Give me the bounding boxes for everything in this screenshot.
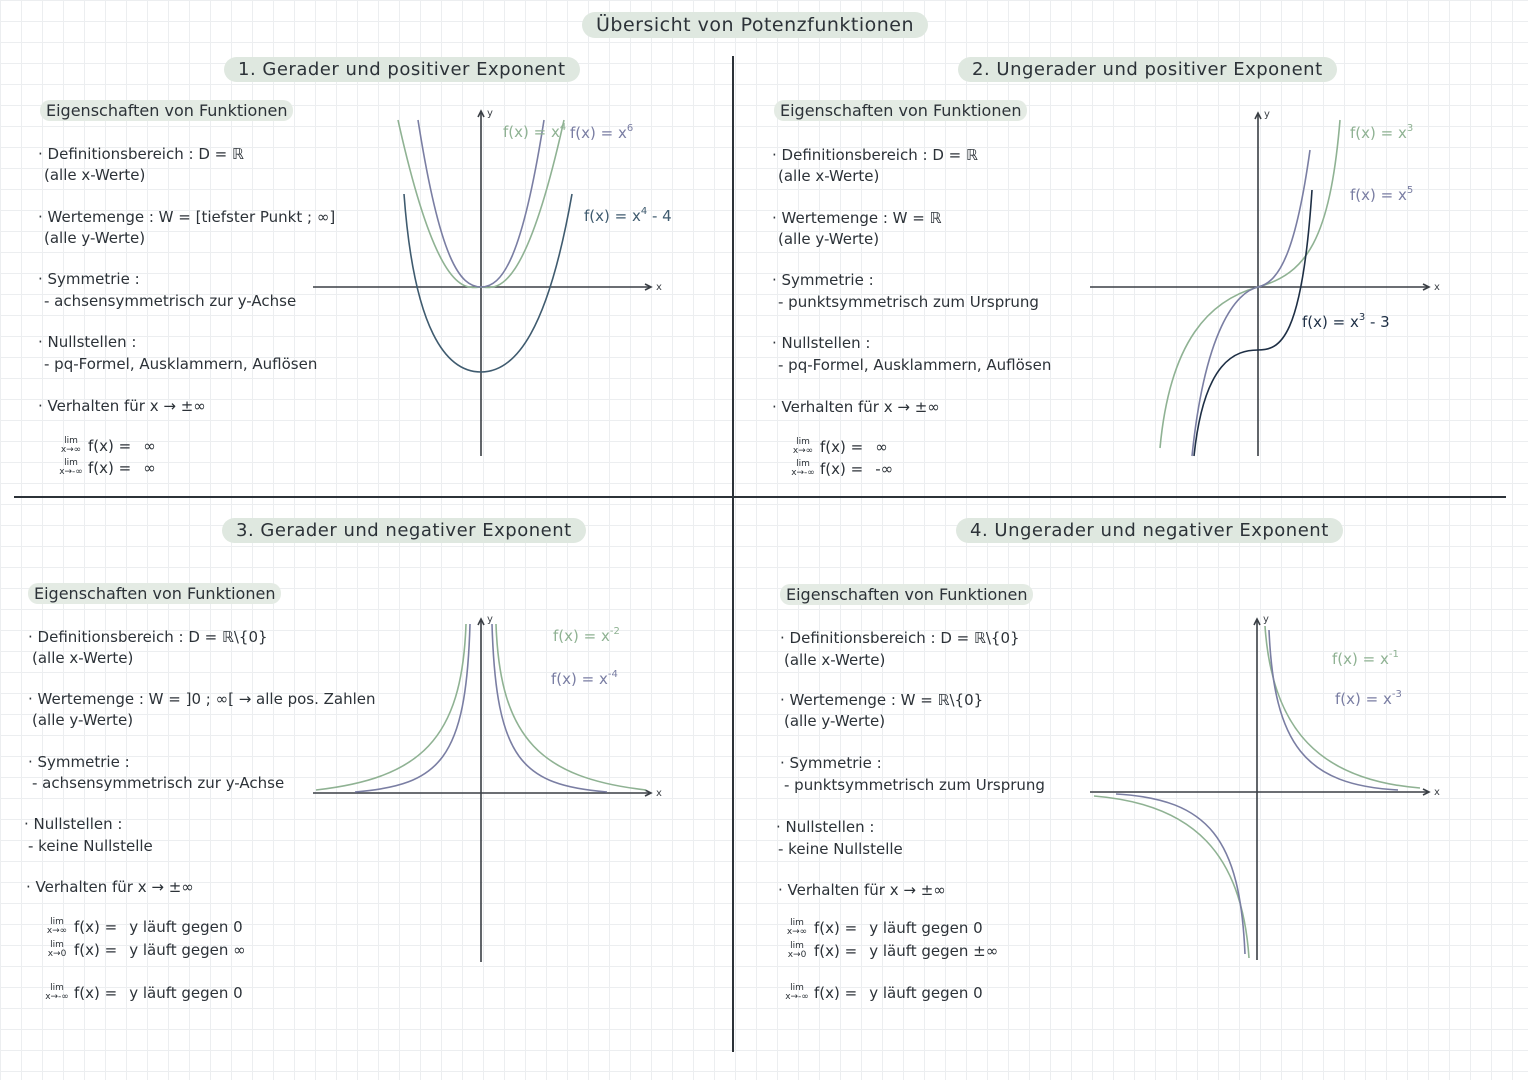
label-base: f(x) = x xyxy=(1350,186,1407,204)
y-axis-label: y xyxy=(1263,614,1269,625)
label-exp: -4 xyxy=(607,669,618,680)
q4-behavior: · Verhalten für x → ±∞ xyxy=(778,881,946,899)
q1-subheading: Eigenschaften von Funktionen xyxy=(40,100,293,121)
label-exp: 3 xyxy=(1406,123,1414,134)
page-title: Übersicht von Potenzfunktionen xyxy=(582,12,928,38)
label-x-minus3 xyxy=(1335,689,1402,708)
q3-heading: 3. Gerader und negativer Exponent xyxy=(222,518,586,543)
label-base: f(x) = x xyxy=(1335,690,1392,708)
lim-result: ∞ xyxy=(875,437,888,456)
label-exp: -2 xyxy=(609,626,620,637)
q2-heading: 2. Ungerader und positiver Exponent xyxy=(958,57,1337,82)
lim-sub: x→∞ xyxy=(46,925,68,936)
label-base: f(x) = x xyxy=(1332,650,1389,668)
q3-zeros: · Nullstellen : xyxy=(24,815,123,833)
q1-zeros: · Nullstellen : xyxy=(38,333,137,351)
lim-expr: f(x) = xyxy=(88,458,132,477)
q4-heading: 4. Ungerader und negativer Exponent xyxy=(956,518,1343,543)
q4-subheading: Eigenschaften von Funktionen xyxy=(780,584,1033,605)
q2-symmetry: · Symmetrie : xyxy=(772,271,874,289)
lim-expr: f(x) = xyxy=(820,459,864,478)
lim-word: lim xyxy=(64,457,78,468)
q3-range-note: (alle y-Werte) xyxy=(32,711,134,729)
label-exp: 6 xyxy=(626,123,634,134)
label-exp: 4 xyxy=(640,206,648,217)
x-axis-label: x xyxy=(656,282,662,293)
lim-word: lim xyxy=(790,982,804,993)
lim-result: y läuft gegen 0 xyxy=(129,983,243,1002)
q1-zeros-detail: - pq-Formel, Ausklammern, Auflösen xyxy=(44,355,318,373)
lim-expr: f(x) = xyxy=(814,983,858,1002)
label-exp: -1 xyxy=(1388,649,1399,660)
curve-x-minus1-left xyxy=(1094,796,1249,958)
lim-sub: x→∞ xyxy=(786,926,808,937)
lim-sub: x→∞ xyxy=(792,445,814,456)
lim-sub: x→0 xyxy=(47,948,67,959)
q4-zeros: · Nullstellen : xyxy=(776,818,875,836)
lim-expr: f(x) = xyxy=(74,940,118,959)
q4-zeros-detail: - keine Nullstelle xyxy=(778,840,903,858)
q2-subheading: Eigenschaften von Funktionen xyxy=(774,100,1027,121)
lim-word: lim xyxy=(64,435,78,446)
x-axis-label: x xyxy=(656,788,662,799)
lim-sub: x→-∞ xyxy=(45,991,69,1002)
lim-sub: x→∞ xyxy=(60,444,82,455)
lim-expr: f(x) = xyxy=(814,941,858,960)
lim-result: y läuft gegen 0 xyxy=(869,983,983,1002)
q2-zeros: · Nullstellen : xyxy=(772,334,871,352)
q3-definition-note: (alle x-Werte) xyxy=(32,649,134,667)
lim-word: lim xyxy=(796,458,810,469)
q3-zeros-detail: - keine Nullstelle xyxy=(28,837,153,855)
q3-definition: · Definitionsbereich : D = ℝ\{0} xyxy=(28,628,268,646)
label-base: f(x) = x xyxy=(1350,124,1407,142)
lim-expr: f(x) = xyxy=(74,983,118,1002)
q4-definition-note: (alle x-Werte) xyxy=(784,651,886,669)
q3-behavior: · Verhalten für x → ±∞ xyxy=(26,878,194,896)
q1-range-note: (alle y-Werte) xyxy=(44,229,146,247)
q2-range: · Wertemenge : W = ℝ xyxy=(772,209,942,227)
lim-word: lim xyxy=(50,916,64,927)
label-base: f(x) = x xyxy=(1302,313,1359,331)
lim-expr: f(x) = xyxy=(88,436,132,455)
lim-result: y läuft gegen 0 xyxy=(869,918,983,937)
label-base: f(x) = x xyxy=(584,207,641,225)
label-exp: 5 xyxy=(1406,185,1414,196)
q3-subheading: Eigenschaften von Funktionen xyxy=(28,583,281,604)
lim-result: y läuft gegen 0 xyxy=(129,917,243,936)
lim-result: ∞ xyxy=(143,458,156,477)
label-base: f(x) = x xyxy=(503,123,560,141)
q1-symmetry: · Symmetrie : xyxy=(38,270,140,288)
lim-sub: x→-∞ xyxy=(791,467,815,478)
label-exp: 3 xyxy=(1358,312,1366,323)
q3-symmetry-detail: - achsensymmetrisch zur y-Achse xyxy=(32,774,285,792)
lim-word: lim xyxy=(790,917,804,928)
q4-symmetry-detail: - punktsymmetrisch zum Ursprung xyxy=(784,776,1045,794)
lim-result: ∞ xyxy=(143,436,156,455)
lim-result: y läuft gegen ∞ xyxy=(129,940,246,959)
lim-sub: x→-∞ xyxy=(59,466,83,477)
x-axis-label: x xyxy=(1434,282,1440,293)
lim-word: lim xyxy=(50,982,64,993)
y-axis-label: y xyxy=(487,108,493,119)
lim-word: lim xyxy=(790,940,804,951)
q1-definition-note: (alle x-Werte) xyxy=(44,166,146,184)
q2-behavior: · Verhalten für x → ±∞ xyxy=(772,398,940,416)
label-base: f(x) = x xyxy=(570,124,627,142)
q1-symmetry-detail: - achsensymmetrisch zur y-Achse xyxy=(44,292,297,310)
q2-zeros-detail: - pq-Formel, Ausklammern, Auflösen xyxy=(778,356,1052,374)
label-base: f(x) = x xyxy=(551,670,608,688)
label-tail: - 3 xyxy=(1365,313,1390,331)
label-tail: - 4 xyxy=(647,207,672,225)
q3-symmetry: · Symmetrie : xyxy=(28,753,130,771)
x-axis-label: x xyxy=(1434,787,1440,798)
q4-symmetry: · Symmetrie : xyxy=(780,754,882,772)
lim-expr: f(x) = xyxy=(74,917,118,936)
lim-result: -∞ xyxy=(875,459,894,478)
label-exp: -3 xyxy=(1391,689,1402,700)
y-axis-label: y xyxy=(487,614,493,625)
y-axis-label: y xyxy=(1264,109,1270,120)
lim-sub: x→-∞ xyxy=(785,991,809,1002)
q4-range-note: (alle y-Werte) xyxy=(784,712,886,730)
q1-range: · Wertemenge : W = [tiefster Punkt ; ∞] xyxy=(38,208,336,226)
lim-word: lim xyxy=(50,939,64,950)
label-base: f(x) = x xyxy=(553,627,610,645)
q4-range: · Wertemenge : W = ℝ\{0} xyxy=(780,691,984,709)
label-exp: 4 xyxy=(559,122,567,133)
q1-definition: · Definitionsbereich : D = ℝ xyxy=(38,145,244,163)
lim-sub: x→0 xyxy=(787,949,807,960)
q4-definition: · Definitionsbereich : D = ℝ\{0} xyxy=(780,629,1020,647)
q2-definition: · Definitionsbereich : D = ℝ xyxy=(772,146,978,164)
lim-expr: f(x) = xyxy=(814,918,858,937)
lim-expr: f(x) = xyxy=(820,437,864,456)
label-x-minus1 xyxy=(1332,649,1399,668)
q1-heading: 1. Gerader und positiver Exponent xyxy=(224,57,580,82)
q2-range-note: (alle y-Werte) xyxy=(778,230,880,248)
q1-behavior: · Verhalten für x → ±∞ xyxy=(38,397,206,415)
lim-result: y läuft gegen ±∞ xyxy=(869,941,999,960)
q3-range: · Wertemenge : W = ]0 ; ∞[ → alle pos. Zahlen xyxy=(28,690,376,708)
q2-definition-note: (alle x-Werte) xyxy=(778,167,880,185)
lim-word: lim xyxy=(796,436,810,447)
curve-x-minus3-left xyxy=(1116,794,1245,954)
q2-symmetry-detail: - punktsymmetrisch zum Ursprung xyxy=(778,293,1039,311)
